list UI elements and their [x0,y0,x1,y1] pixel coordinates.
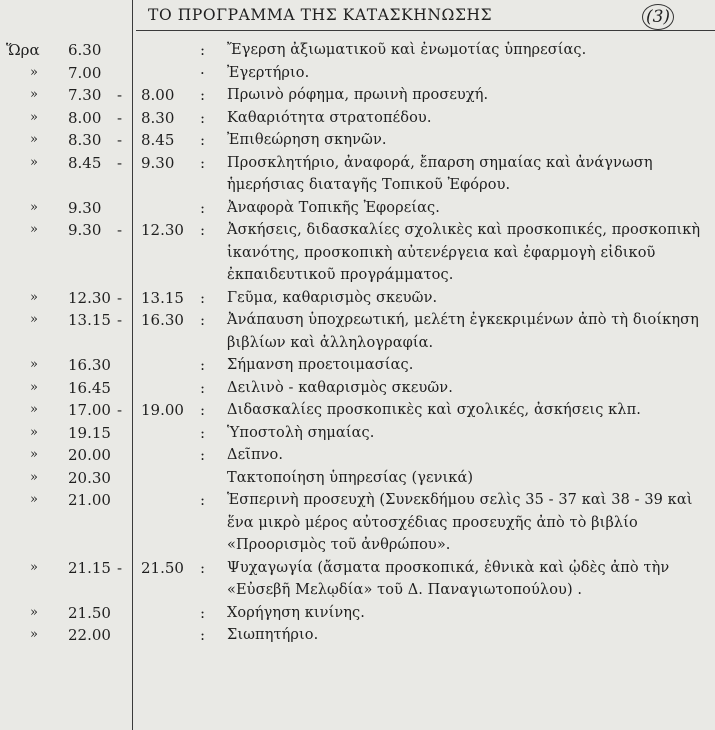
activity-text: Ἀνάπαυση ὑποχρεωτική, μελέτη ἐγκεκριμένων ἀπὸ τὴ διοίκηση βιβλίων καὶ ἀλληλογραφία. [227,312,699,351]
ditto-mark: » [30,604,38,620]
separator: : [200,401,206,419]
separator: · [200,63,205,82]
activity-text: Δεῖπνο. [227,447,284,463]
start-time: 12.30 [68,288,111,307]
activity-text: Ἀσκήσεις, διδασκαλίες σχολικὲς καὶ προσκοπικές, προσκοπικὴ ἱκανότης, προσκοπικὴ αὐτενέργεια καὶ ἐφαρμογὴ εἰδικοῦ ἐκπαιδευτικοῦ προγράμματος. [227,222,701,283]
end-time: 21.50 [141,558,184,577]
range-dash: - [117,86,123,104]
start-time: 8.30 [68,131,102,149]
ditto-mark: » [30,559,38,575]
separator: : [200,41,206,59]
separator: : [200,288,206,307]
range-dash: - [117,401,123,419]
ditto-mark: » [30,424,38,440]
schedule-row [0,354,715,377]
schedule-row [0,129,715,152]
start-time: 13.15 [68,311,111,329]
schedule-row [0,602,715,625]
schedule-row [0,84,715,107]
start-time: 21.00 [68,491,111,509]
activity-text: Καθαριότητα στρατοπέδου. [227,109,432,126]
start-time: 7.00 [68,63,102,82]
page-number-mark: (3) [642,4,674,30]
start-time: 9.30 [68,198,102,217]
start-time: 16.30 [68,356,111,374]
schedule-row [0,489,715,557]
ditto-mark: » [30,357,38,372]
start-time: 9.30 [68,221,102,239]
activity-text: Ἔγερση ἀξιωματικοῦ καὶ ἐνωμοτίας ὑπηρεσίας. [227,42,587,58]
ditto-mark: » [30,87,38,102]
schedule-row [0,377,715,400]
schedule-row [0,624,715,647]
activity-text: Γεῦμα, καθαρισμὸς σκευῶν. [227,289,438,306]
ditto-mark: » [30,289,38,305]
end-time: 19.00 [141,401,184,419]
activity-text: Ἐγερτήριο. [227,64,310,81]
activity-text: Προσκλητήριο, ἀναφορά, ἔπαρση σημαίας καὶ ἀνάγνωση ἡμερήσιας διαταγῆς Τοπικοῦ Ἐφόρου. [227,154,653,193]
activity-text: Ἐπιθεώρηση σκηνῶν. [227,132,387,148]
ditto-mark: » [30,199,38,215]
separator: : [200,221,206,239]
ditto-mark: » [30,492,38,507]
end-time: 12.30 [141,221,184,239]
separator: : [200,603,206,622]
separator: : [200,198,206,217]
activity-text: Σήμανση προετοιμασίας. [227,357,414,373]
separator: : [200,311,206,329]
start-time: 22.00 [68,626,111,644]
ditto-mark: » [30,109,38,125]
separator: : [200,446,206,464]
activity-text: Ψυχαγωγία (ἄσματα προσκοπικά, ἐθνικὰ καὶ ᾠδὲς ἀπὸ τὴν «Εὐσεβῆ Μελῳδία» τοῦ Δ. Παναγιωτοπούλου) . [227,559,670,598]
separator: : [200,626,206,644]
separator: : [200,86,206,104]
activity-text: Τακτοποίηση ὑπηρεσίας (γενικά) [227,469,474,486]
start-time: 7.30 [68,86,102,104]
start-time: 20.30 [68,468,111,487]
range-dash: - [117,221,123,239]
activity-text: Ἀναφορὰ Τοπικῆς Ἐφορείας. [227,199,440,216]
activity-text: Πρωινὸ ρόφημα, πρωινὴ προσευχή. [227,87,489,103]
start-time: 21.50 [68,603,111,622]
row-label: Ὥρα [6,41,40,59]
schedule-row [0,219,715,287]
start-time: 8.45 [68,153,102,172]
separator: : [200,131,206,149]
schedule-row [0,62,715,85]
separator: : [200,378,206,397]
activity-text: Διδασκαλίες προσκοπικὲς καὶ σχολικές, ἀσκήσεις κλπ. [227,402,641,418]
schedule-row [0,399,715,422]
end-time: 16.30 [141,311,184,329]
schedule-row [0,444,715,467]
start-time: 17.00 [68,401,111,419]
ditto-mark: » [30,154,38,170]
range-dash: - [117,288,123,307]
schedule-row [0,467,715,490]
ditto-mark: » [30,312,38,327]
activity-text: Χορήγηση κινίνης. [227,604,365,621]
separator: : [200,356,206,374]
start-time: 20.00 [68,446,111,464]
ditto-mark: » [30,379,38,395]
activity-text: Σιωπητήριο. [227,627,319,643]
end-time: 8.00 [141,86,175,104]
schedule-row [0,309,715,354]
schedule-row [0,107,715,130]
end-time: 8.45 [141,131,175,149]
separator: : [200,153,206,172]
separator: : [200,108,206,127]
separator: : [200,491,206,509]
separator: : [200,558,206,577]
end-time: 13.15 [141,288,184,307]
schedule-row [0,152,715,197]
start-time: 21.15 [68,558,111,577]
range-dash: - [117,131,123,149]
ditto-mark: » [30,469,38,485]
title-underline [136,30,715,31]
schedule-row [0,557,715,602]
start-time: 6.30 [68,41,102,59]
schedule-row [0,39,715,62]
ditto-mark: » [30,132,38,147]
schedule-list [0,39,715,647]
end-time: 8.30 [141,108,175,127]
schedule-row [0,287,715,310]
range-dash: - [117,558,123,577]
activity-text: Ἑσπερινὴ προσευχὴ (Συνεκδήμου σελὶς 35 - 37 καὶ 38 - 39 καὶ ἕνα μικρὸ μέρος αὐτοσχέδιας προσευχῆς ἀπὸ τὸ βιβλίο «Προορισμὸς τοῦ ἀνθρώπου». [227,492,693,553]
ditto-mark: » [30,64,38,80]
end-time: 9.30 [141,153,175,172]
ditto-mark: » [30,402,38,417]
start-time: 19.15 [68,423,111,442]
start-time: 16.45 [68,378,111,397]
range-dash: - [117,108,123,127]
schedule-row [0,197,715,220]
ditto-mark: » [30,222,38,237]
separator: : [200,423,206,442]
ditto-mark: » [30,447,38,462]
activity-text: Ὑποστολὴ σημαίας. [227,424,375,441]
start-time: 8.00 [68,108,102,127]
range-dash: - [117,153,123,172]
activity-text: Δειλινὸ - καθαρισμὸς σκευῶν. [227,379,453,396]
range-dash: - [117,311,123,329]
schedule-row [0,422,715,445]
page-title: ΤΟ ΠΡΟΓΡΑΜΜΑ ΤΗΣ ΚΑΤΑΣΚΗΝΩΣΗΣ [148,6,493,24]
ditto-mark: » [30,627,38,642]
